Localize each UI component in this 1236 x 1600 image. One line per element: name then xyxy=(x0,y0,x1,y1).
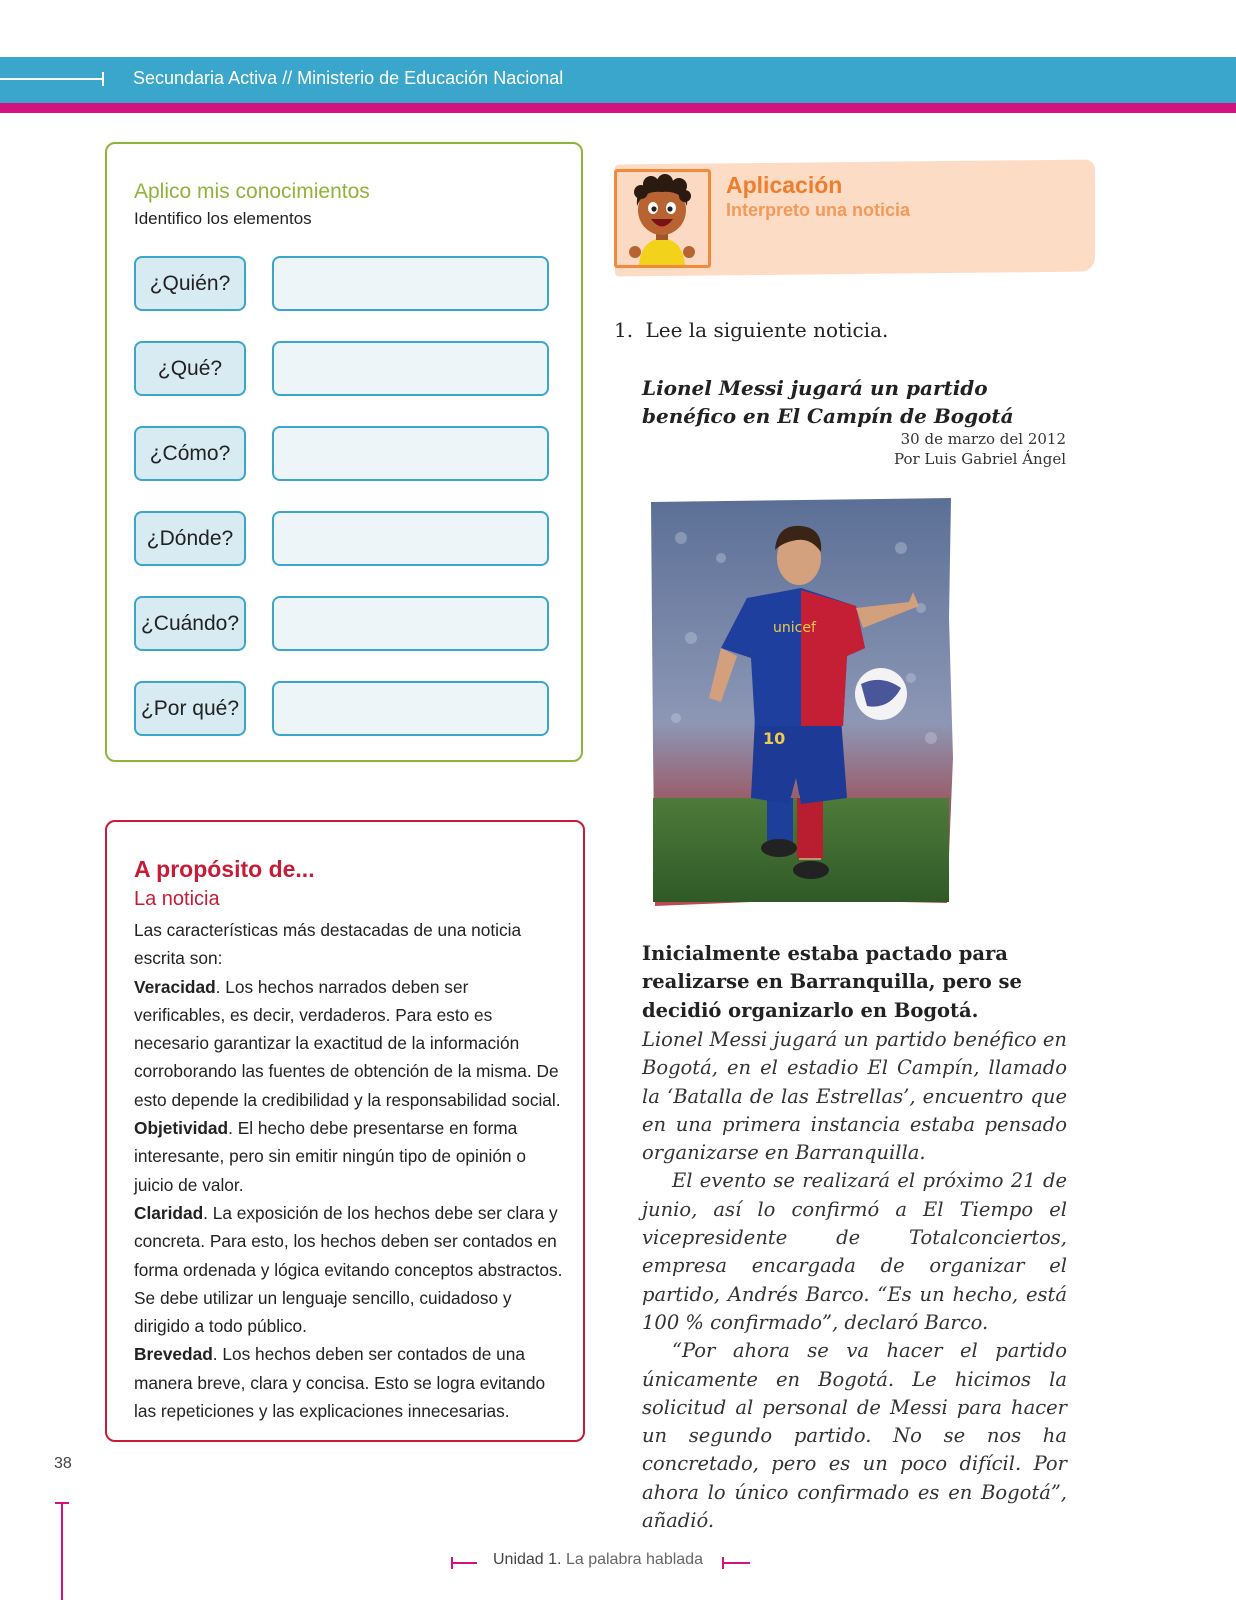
article-paragraph: El evento se realizará el próximo 21 de junio, así lo confirmó a El Tiempo el vicepresidente de Totalconciertos, empresa encargada de organizar el partido, Andrés Barco. “Es un hecho, está 100 % confirmado”, declaró Barco. xyxy=(642,1169,1067,1334)
characteristic-term: Objetividad xyxy=(134,1118,229,1139)
question-label-cuando: ¿Cuándo? xyxy=(134,596,246,651)
footer-left-dash xyxy=(451,1562,477,1564)
header-bar xyxy=(0,57,1236,103)
news-byline xyxy=(800,429,1066,469)
news-date: 30 de marzo del 2012 xyxy=(900,430,1066,448)
margin-rule-tick xyxy=(55,1502,69,1504)
proposito-box xyxy=(105,820,585,1442)
aplico-title: Aplico mis conocimientos xyxy=(134,180,370,203)
proposito-subtitle: La noticia xyxy=(134,888,220,910)
instruction-text: Lee la siguiente noticia. xyxy=(645,318,889,342)
characteristic-term: Veracidad xyxy=(134,976,216,997)
proposito-intro: Las características más destacadas de una noticia escrita son: xyxy=(134,920,522,969)
aplico-box xyxy=(105,142,583,762)
aplicacion-title: Aplicación xyxy=(726,172,843,198)
characteristic-veracidad xyxy=(134,973,564,1114)
answer-field-quien[interactable] xyxy=(272,256,549,311)
proposito-body xyxy=(134,916,564,1425)
news-headline: Lionel Messi jugará un partido benéfico en El Campín de Bogotá xyxy=(642,376,1014,428)
question-label-donde: ¿Dónde? xyxy=(134,511,246,566)
characteristic-text: . El hecho debe presentarse en forma interesante, pero sin emitir ningún tipo de opinión o juicio de valor. xyxy=(134,1118,526,1195)
header-rule-tick xyxy=(102,72,104,86)
question-label-porque: ¿Por qué? xyxy=(134,681,246,736)
instruction xyxy=(614,318,888,342)
footer-right-dash xyxy=(722,1562,750,1564)
characteristic-term: Claridad xyxy=(134,1202,204,1223)
answer-field-como[interactable] xyxy=(272,426,549,481)
answer-field-cuando[interactable] xyxy=(272,596,549,651)
article-paragraph: Lionel Messi jugará un partido benéfico en Bogotá, en el estadio El Campín, llamado la ‘Batalla de las Estrellas’, encuentro que en una primera instancia estaba pensado organizarse en Barranquilla. xyxy=(642,1028,1067,1165)
footer-unit-title: La palabra hablada xyxy=(565,1551,703,1568)
student-mascot-icon xyxy=(614,169,711,268)
aplicacion-subtitle: Interpreto una noticia xyxy=(726,200,911,220)
jersey-sponsor: unicef xyxy=(773,620,816,636)
answer-field-donde[interactable] xyxy=(272,511,549,566)
article-paragraph: “Por ahora se va hacer el partido únicamente en Bogotá. Le hicimos la solicitud al personal de Messi para hacer un segundo partido. No se nos ha concretado, pero es un poco difícil. Por ahora lo único confirmado es en Bogotá”, añadió. xyxy=(642,1339,1067,1533)
jersey-number: 10 xyxy=(763,729,786,748)
characteristic-text: . Los hechos narrados deben ser verificables, es decir, verdaderos. Para esto es necesario garantizar la exactitud de la información corroborando las fuentes de obtención de la misma. De esto depende la credibilidad y la responsabilidad social. xyxy=(134,976,561,1110)
news-author: Por Luis Gabriel Ángel xyxy=(893,450,1066,468)
aplico-subtitle: Identifico los elementos xyxy=(134,209,312,228)
answer-field-que[interactable] xyxy=(272,341,549,396)
question-label-como: ¿Cómo? xyxy=(134,426,246,481)
header-accent-bar xyxy=(0,103,1236,113)
characteristic-text: . La exposición de los hechos debe ser clara y concreta. Para esto, los hechos deben ser contados en forma ordenada y lógica evitando conceptos abstractos. Se debe utilizar un lenguaje sencillo, cuidadoso y dirigido a todo público. xyxy=(134,1202,563,1337)
characteristic-brevedad xyxy=(134,1340,564,1425)
characteristic-term: Brevedad xyxy=(134,1344,213,1365)
question-label-que: ¿Qué? xyxy=(134,341,246,396)
answer-field-porque[interactable] xyxy=(272,681,549,736)
characteristic-objetividad xyxy=(134,1114,564,1199)
characteristic-claridad xyxy=(134,1199,564,1340)
page-number: 38 xyxy=(54,1455,72,1472)
news-photo xyxy=(651,498,956,906)
news-lead: Inicialmente estaba pactado para realizarse en Barranquilla, pero se decidió organizarlo en Bogotá. xyxy=(642,942,1022,1022)
header-title: Secundaria Activa // Ministerio de Educación Nacional xyxy=(133,68,564,88)
footer-unit xyxy=(493,1551,703,1569)
characteristic-text: . Los hechos deben ser contados de una manera breve, clara y concisa. Esto se logra evitando las repeticiones y las explicaciones innecesarias. xyxy=(134,1344,546,1422)
header-rule xyxy=(0,78,104,80)
proposito-title: A propósito de... xyxy=(134,856,315,882)
instruction-number: 1. xyxy=(614,318,634,342)
question-label-quien: ¿Quién? xyxy=(134,256,246,311)
margin-rule xyxy=(61,1502,63,1600)
footer-unit-number: Unidad 1. xyxy=(493,1551,562,1568)
news-article xyxy=(642,1026,1067,1535)
